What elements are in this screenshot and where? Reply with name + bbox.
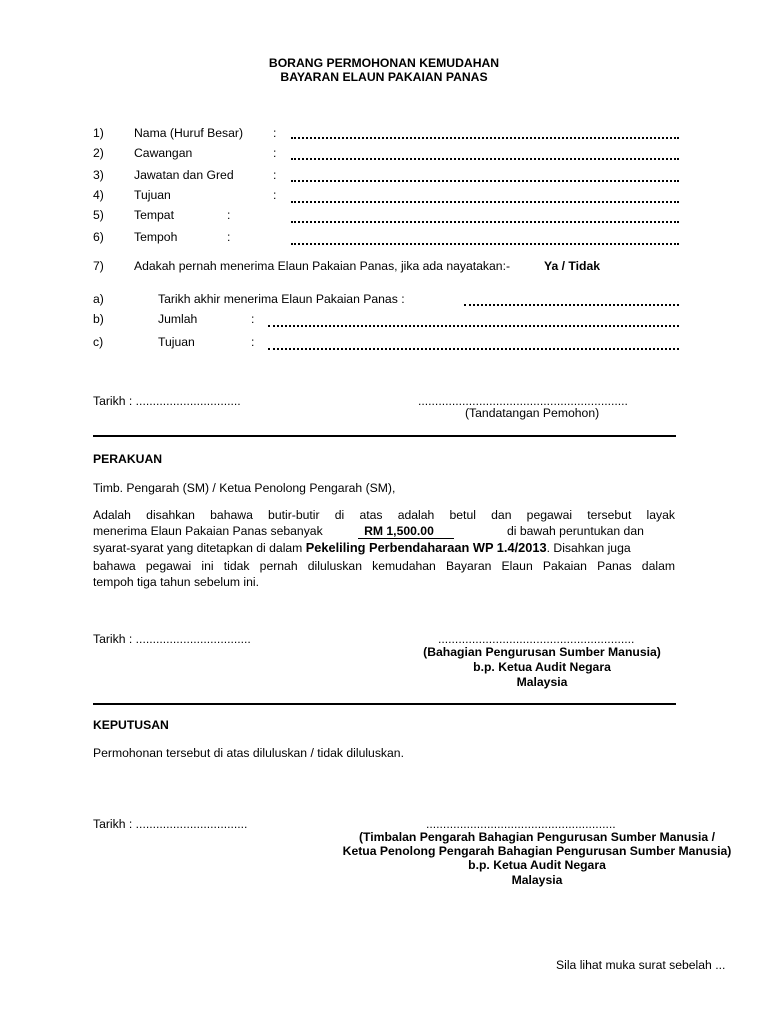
subfield-label-jumlah: Jumlah	[158, 312, 198, 326]
field-colon: :	[273, 168, 277, 182]
perakuan-line-2	[93, 524, 454, 539]
section-divider	[93, 435, 676, 437]
question-7-text: Adakah pernah menerima Elaun Pakaian Panas, jika ada nayatakan:-	[134, 259, 511, 273]
perakuan-sign-country: Malaysia	[516, 675, 568, 689]
perakuan-text: syarat-syarat yang ditetapkan di dalam	[93, 541, 303, 555]
input-line-nama[interactable]	[291, 137, 679, 139]
form-title-line2: BAYARAN ELAUN PAKAIAN PANAS	[280, 70, 488, 84]
subfield-label-tujuan: Tujuan	[158, 335, 195, 349]
field-colon: :	[251, 335, 255, 349]
perakuan-signature-line[interactable]: ..........................................................	[438, 632, 635, 646]
subfield-label-tarikh-akhir: Tarikh akhir menerima Elaun Pakaian Panas :	[158, 292, 405, 306]
field-colon: :	[227, 230, 231, 244]
applicant-date-field[interactable]: Tarikh : ...............................	[93, 394, 241, 408]
perakuan-date-field[interactable]: Tarikh : ..................................	[93, 632, 251, 646]
field-label-tujuan: Tujuan	[134, 188, 171, 202]
input-line-tujuan-c[interactable]	[268, 348, 679, 350]
field-colon: :	[273, 126, 277, 140]
subfield-number: b)	[93, 312, 104, 326]
question-number: 7)	[93, 259, 104, 273]
perakuan-line-5: tempoh tiga tahun sebelum ini.	[93, 575, 259, 589]
perakuan-text: . Disahkan juga	[546, 541, 631, 555]
perakuan-heading: PERAKUAN	[93, 452, 163, 466]
input-line-tujuan[interactable]	[291, 201, 679, 203]
subfield-number: a)	[93, 292, 104, 306]
input-line-jawatan[interactable]	[291, 180, 679, 182]
field-number: 6)	[93, 230, 104, 244]
circular-reference: Pekeliling Perbendaharaan WP 1.4/2013	[305, 540, 547, 555]
subfield-number: c)	[93, 335, 104, 349]
keputusan-text: Permohonan tersebut di atas diluluskan / tidak diluluskan.	[93, 746, 404, 760]
input-line-jumlah[interactable]	[268, 325, 679, 327]
keputusan-signature-line[interactable]: ........................................................	[426, 817, 616, 831]
section-divider	[93, 703, 676, 705]
field-colon: :	[273, 146, 277, 160]
keputusan-sign-country: Malaysia	[511, 873, 563, 887]
perakuan-line-4: bahawa pegawai ini tidak pernah diluluskan kemudahan Bayaran Elaun Pakaian Panas dalam	[93, 559, 675, 573]
field-label-jawatan: Jawatan dan Gred	[134, 168, 234, 182]
perakuan-line-3	[93, 541, 631, 555]
perakuan-sign-dept: (Bahagian Pengurusan Sumber Manusia)	[423, 645, 661, 659]
field-number: 5)	[93, 208, 104, 222]
field-label-tempoh: Tempoh	[134, 230, 178, 244]
field-number: 2)	[93, 146, 104, 160]
field-colon: :	[273, 188, 277, 202]
field-colon: :	[227, 208, 231, 222]
input-line-tarikh-akhir[interactable]	[464, 304, 679, 306]
question-7-answer-option[interactable]: Ya / Tidak	[544, 259, 601, 273]
field-label-nama: Nama (Huruf Besar)	[134, 126, 244, 140]
input-line-tempat[interactable]	[291, 221, 679, 223]
form-title-line1: BORANG PERMOHONAN KEMUDAHAN	[268, 56, 500, 70]
input-line-tempoh[interactable]	[291, 243, 679, 245]
input-line-cawangan[interactable]	[291, 158, 679, 160]
field-label-cawangan: Cawangan	[134, 146, 193, 160]
perakuan-addressee: Timb. Pengarah (SM) / Ketua Penolong Pengarah (SM),	[93, 481, 396, 495]
keputusan-sign-line2: Ketua Penolong Pengarah Bahagian Pengurusan Sumber Manusia)	[342, 844, 732, 858]
keputusan-date-field[interactable]: Tarikh : .................................	[93, 817, 248, 831]
applicant-signature-caption: (Tandatangan Pemohon)	[465, 406, 600, 420]
perakuan-text: menerima Elaun Pakaian Panas sebanyak	[93, 524, 323, 538]
keputusan-sign-line1: (Timbalan Pengarah Bahagian Pengurusan Sumber Manusia /	[358, 830, 715, 844]
keputusan-heading: KEPUTUSAN	[93, 718, 169, 732]
keputusan-sign-role: b.p. Ketua Audit Negara	[468, 858, 606, 872]
field-colon: :	[251, 312, 255, 326]
applicant-signature-line[interactable]: ..............................................................	[418, 394, 628, 408]
field-label-tempat: Tempat	[134, 208, 174, 222]
field-number: 1)	[93, 126, 104, 140]
perakuan-line-1: Adalah disahkan bahawa butir-butir di atas adalah betul dan pegawai tersebut layak	[93, 508, 675, 522]
amount-value: RM 1,500.00	[358, 524, 454, 539]
field-number: 4)	[93, 188, 104, 202]
field-number: 3)	[93, 168, 104, 182]
page-turn-note: Sila lihat muka surat sebelah ...	[556, 958, 726, 972]
perakuan-sign-role: b.p. Ketua Audit Negara	[473, 660, 611, 674]
perakuan-text: di bawah peruntukan dan	[507, 524, 644, 538]
